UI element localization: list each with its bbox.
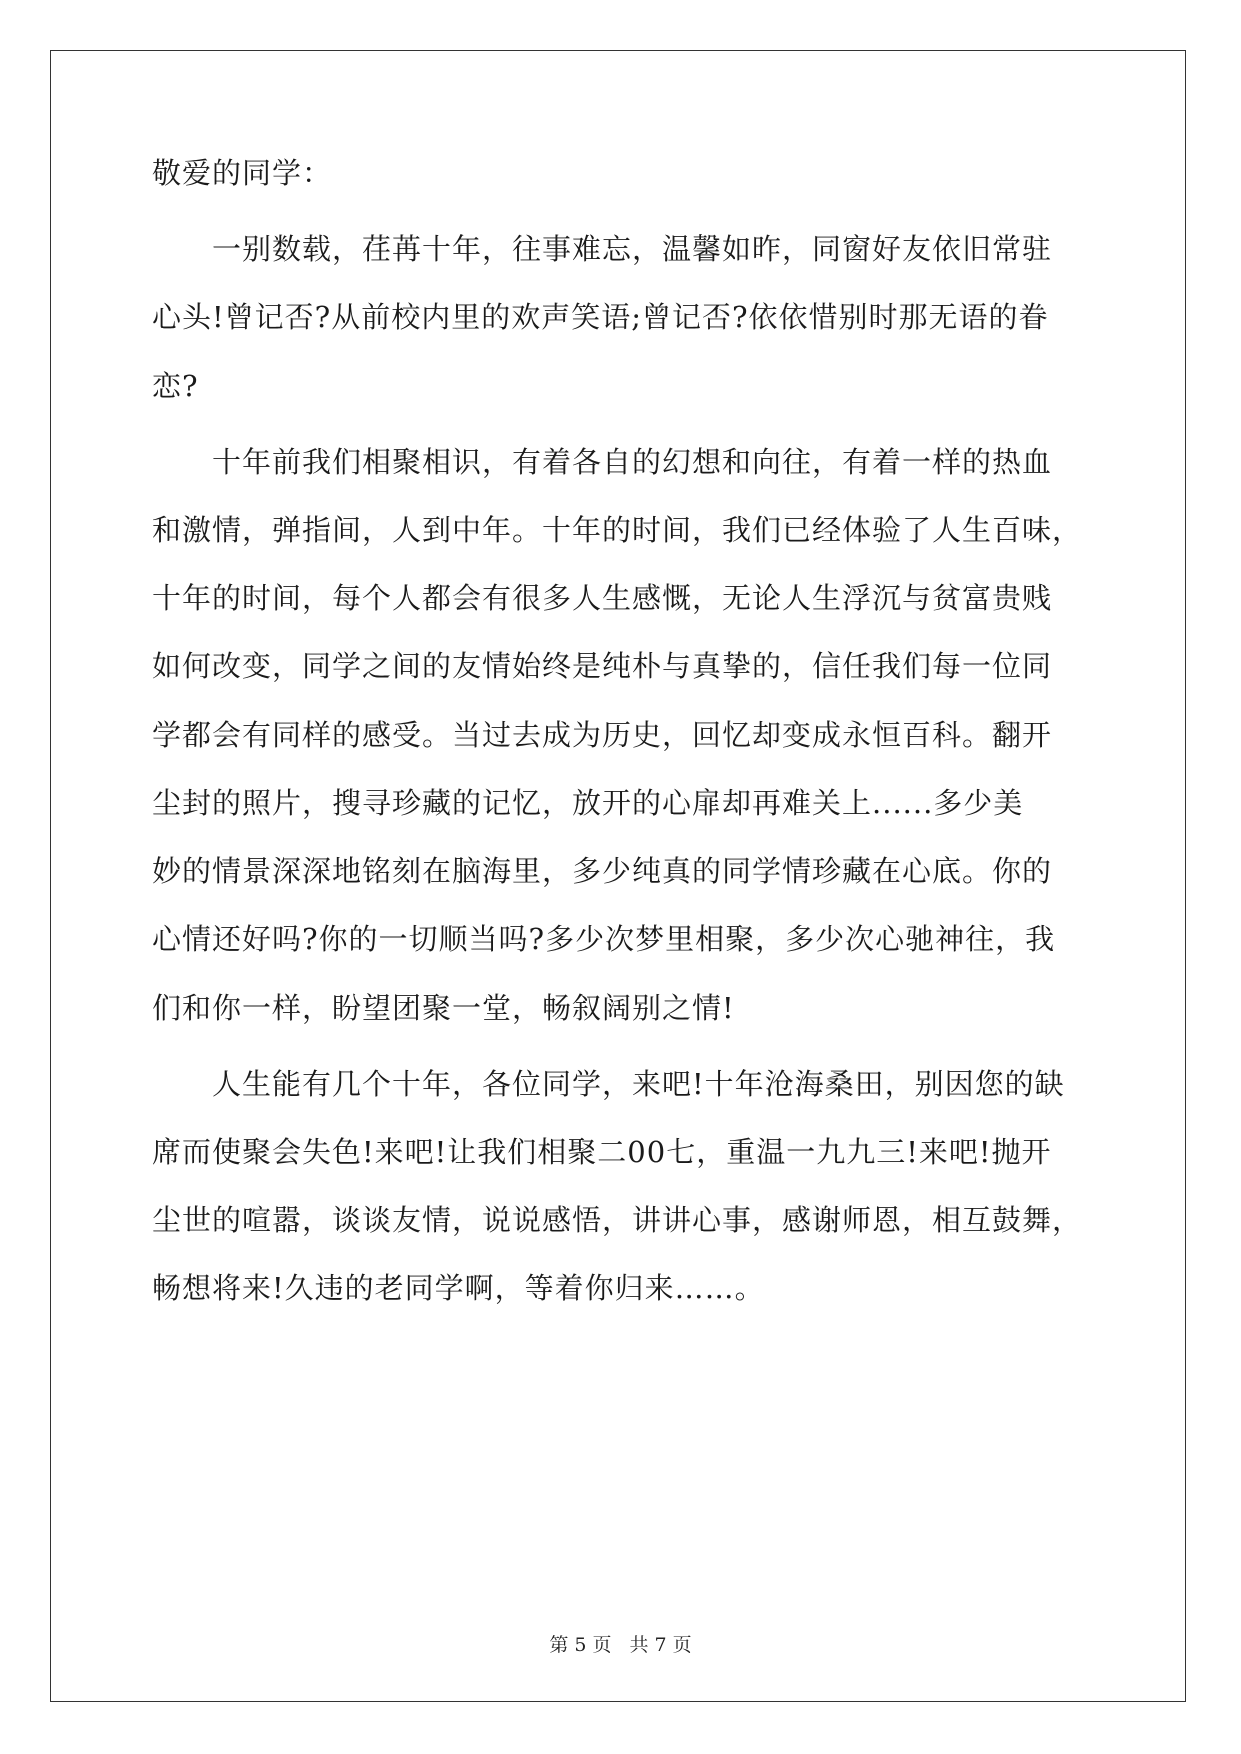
paragraph-2-line-7: 妙的情景深深地铭刻在脑海里，多少纯真的同学情珍藏在心底。你的 [152,854,1053,888]
page-total: 共 7 页 [629,1634,692,1656]
paragraph-3-line-2: 席而使聚会失色!来吧!让我们相聚二00七，重温一九九三!来吧!抛开 [152,1135,1052,1169]
paragraph-3-line-1: 人生能有几个十年，各位同学，来吧!十年沧海桑田，别因您的缺 [212,1067,1065,1101]
paragraph-3-line-3: 尘世的喧嚣，谈谈友情，说说感悟，讲讲心事，感谢师恩，相互鼓舞， [152,1203,1083,1237]
page-number: 第 5 页 [549,1634,612,1656]
paragraph-3-line-4: 畅想将来!久违的老同学啊，等着你归来……。 [152,1271,765,1305]
paragraph-2-line-5: 学都会有同样的感受。当过去成为历史，回忆却变成永恒百科。翻开 [152,718,1053,752]
paragraph-2-line-9: 们和你一样，盼望团聚一堂，畅叙阔别之情! [152,991,735,1025]
paragraph-2-line-6: 尘封的照片，搜寻珍藏的记忆，放开的心扉却再难关上......多少美 [152,786,1024,820]
paragraph-2-line-8: 心情还好吗?你的一切顺当吗?多少次梦里相聚，多少次心驰神往，我 [152,922,1056,956]
salutation: 敬爱的同学： [152,156,333,190]
paragraph-1-line-2: 心头!曾记否?从前校内里的欢声笑语;曾记否?依依惜别时那无语的眷 [152,300,1049,334]
paragraph-2-line-4: 如何改变，同学之间的友情始终是纯朴与真挚的，信任我们每一位同 [152,649,1053,683]
paragraph-2-line-3: 十年的时间，每个人都会有很多人生感慨，无论人生浮沉与贫富贵贱 [152,581,1053,615]
page-footer [0,1633,1241,1657]
paragraph-2-line-1: 十年前我们相聚相识，有着各自的幻想和向往，有着一样的热血 [212,445,1053,479]
paragraph-1-line-1: 一别数载，荏苒十年，往事难忘，温馨如昨，同窗好友依旧常驻 [212,232,1053,266]
paragraph-2-line-2: 和激情，弹指间，人到中年。十年的时间，我们已经体验了人生百味， [152,513,1083,547]
paragraph-1-line-3: 恋? [152,369,199,403]
